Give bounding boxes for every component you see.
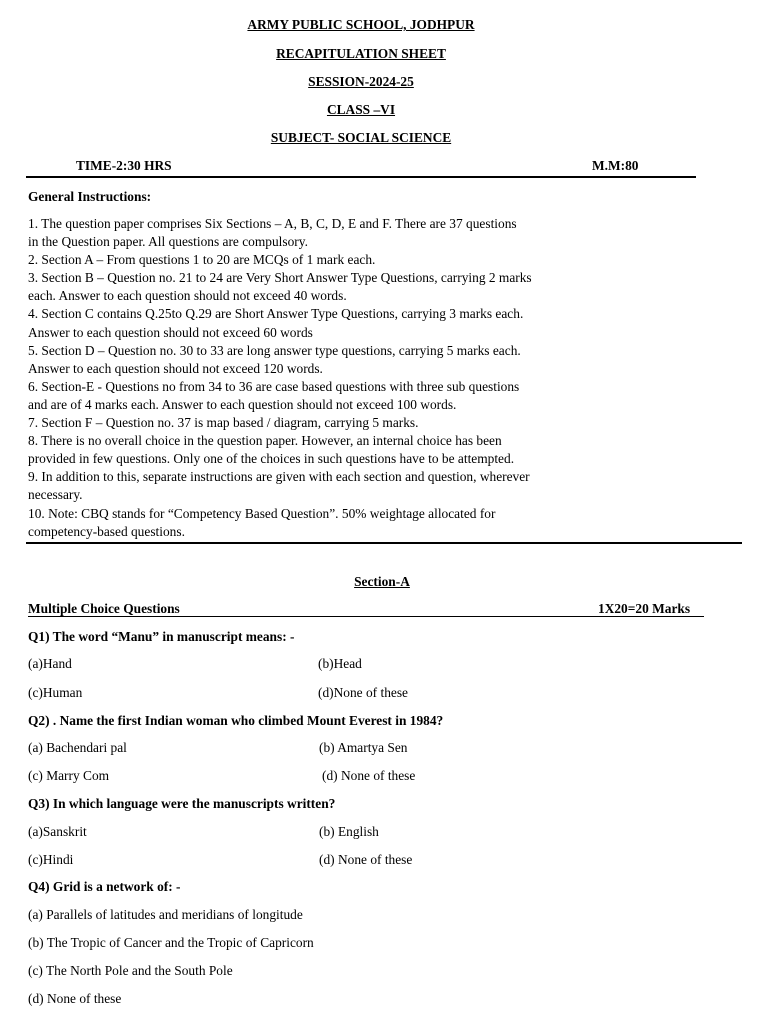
q3-option-a: (a)Sanskrit bbox=[28, 824, 87, 839]
q3-option-b: (b) English bbox=[319, 824, 379, 839]
q4-option-c: (c) The North Pole and the South Pole bbox=[28, 963, 233, 978]
max-marks-label: M.M:80 bbox=[592, 158, 639, 173]
instruction-line: each. Answer to each question should not exceed 40 words. bbox=[28, 288, 347, 304]
q1-option-d: (d)None of these bbox=[318, 685, 408, 700]
q1-option-a: (a)Hand bbox=[28, 656, 72, 671]
instruction-line: and are of 4 marks each. Answer to each question should not exceed 100 words. bbox=[28, 396, 457, 412]
instruction-line: necessary. bbox=[28, 487, 83, 503]
instruction-line: 10. Note: CBQ stands for “Competency Based Question”. 50% weightage allocated for bbox=[28, 505, 496, 521]
instruction-line: competency-based questions. bbox=[28, 523, 185, 539]
q2-option-c: (c) Marry Com bbox=[28, 768, 110, 783]
school-name: ARMY PUBLIC SCHOOL, JODHPUR bbox=[247, 17, 475, 32]
subject-title: SUBJECT- SOCIAL SCIENCE bbox=[270, 130, 452, 145]
q1-option-c: (c)Human bbox=[28, 685, 83, 700]
session-title: SESSION-2024-25 bbox=[308, 74, 414, 89]
instruction-line: 3. Section B – Question no. 21 to 24 are Very Short Answer Type Questions, carrying 2 marks bbox=[28, 270, 532, 286]
instruction-line: 1. The question paper comprises Six Sections – A, B, C, D, E and F. There are 37 questions bbox=[28, 216, 517, 231]
q4-option-a: (a) Parallels of latitudes and meridians of longitude bbox=[28, 907, 303, 922]
q2-option-d: (d) None of these bbox=[322, 768, 416, 783]
instruction-line: 4. Section C contains Q.25to Q.29 are Short Answer Type Questions, carrying 3 marks each. bbox=[28, 306, 524, 322]
q1-option-b: (b)Head bbox=[318, 656, 362, 671]
q2-option-a: (a) Bachendari pal bbox=[28, 740, 127, 755]
instructions-heading: General Instructions: bbox=[28, 189, 152, 204]
instruction-line: in the Question paper. All questions are compulsory. bbox=[28, 234, 308, 250]
instruction-line: 5. Section D – Question no. 30 to 33 are long answer type questions, carrying 5 marks each. bbox=[28, 342, 521, 358]
section-underline bbox=[28, 616, 704, 617]
instruction-line: 8. There is no overall choice in the question paper. However, an internal choice has been bbox=[28, 433, 502, 449]
instruction-line: Answer to each question should not exceed 60 words bbox=[28, 324, 313, 340]
question-3: Q3) In which language were the manuscripts written? bbox=[28, 796, 336, 811]
class-title: CLASS –VI bbox=[326, 102, 396, 117]
q3-option-c: (c)Hindi bbox=[28, 852, 74, 867]
time-label: TIME-2:30 HRS bbox=[76, 158, 172, 173]
sheet-title: RECAPITULATION SHEET bbox=[276, 46, 446, 61]
instruction-line: 9. In addition to this, separate instructions are given with each section and question, wherever bbox=[28, 469, 530, 485]
instruction-line: 2. Section A – From questions 1 to 20 are MCQs of 1 mark each. bbox=[28, 252, 376, 268]
question-1: Q1) The word “Manu” in manuscript means: - bbox=[28, 629, 295, 644]
section-marks: 1X20=20 Marks bbox=[598, 601, 691, 616]
q4-option-b: (b) The Tropic of Cancer and the Tropic of Capricorn bbox=[28, 935, 314, 950]
q2-option-b: (b) Amartya Sen bbox=[319, 740, 408, 755]
instructions-divider bbox=[26, 542, 742, 544]
q3-option-d: (d) None of these bbox=[319, 852, 413, 867]
question-2: Q2) . Name the first Indian woman who climbed Mount Everest in 1984? bbox=[28, 713, 444, 728]
instruction-line: 6. Section-E - Questions no from 34 to 36 are case based questions with three sub questions bbox=[28, 378, 520, 394]
instruction-line: Answer to each question should not exceed 120 words. bbox=[28, 360, 323, 376]
instruction-line: provided in few questions. Only one of the choices in such questions have to be attempted. bbox=[28, 451, 515, 467]
header-divider bbox=[26, 176, 696, 178]
instructions-list bbox=[28, 215, 532, 541]
q4-option-d: (d) None of these bbox=[28, 991, 122, 1006]
section-a-title: Section-A bbox=[354, 574, 410, 589]
instruction-line: 7. Section F – Question no. 37 is map based / diagram, carrying 5 marks. bbox=[28, 415, 419, 431]
mcq-subtitle: Multiple Choice Questions bbox=[28, 601, 180, 616]
question-4: Q4) Grid is a network of: - bbox=[28, 879, 181, 894]
